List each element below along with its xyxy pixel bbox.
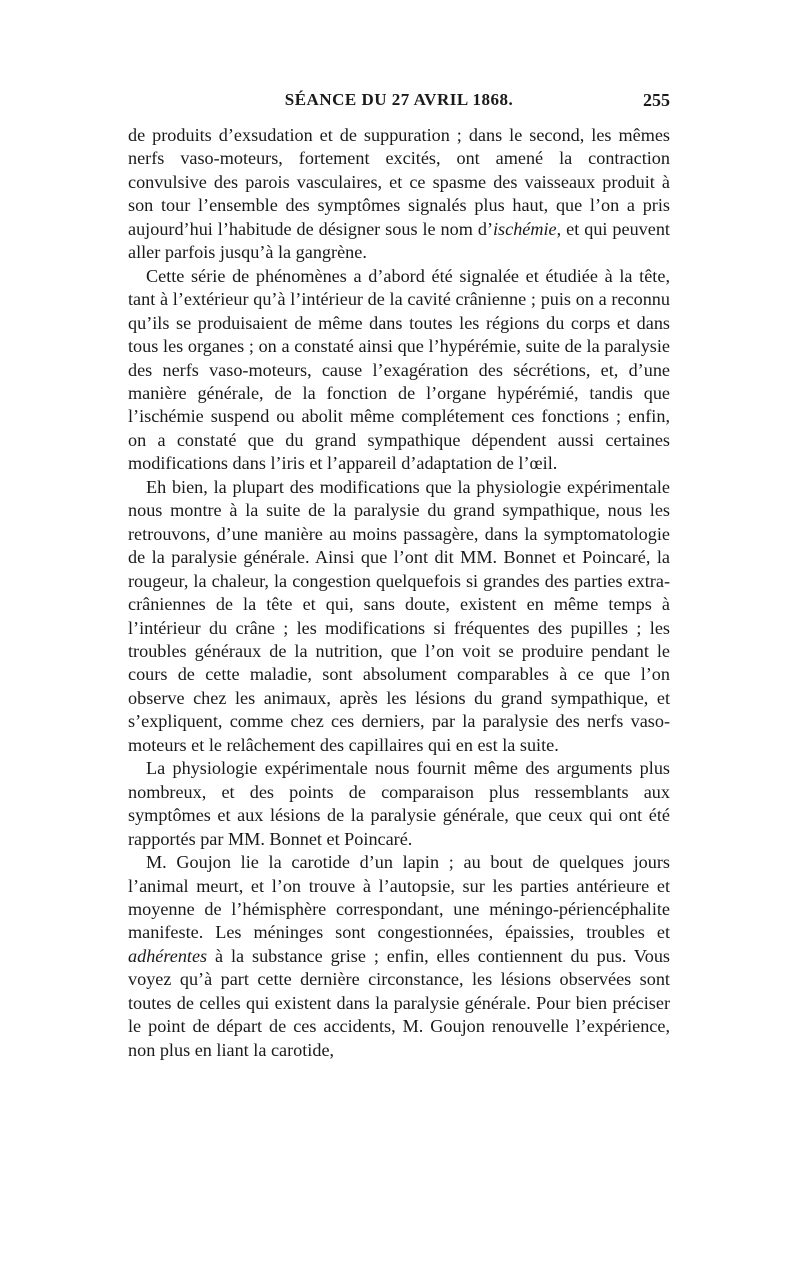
paragraph-text: Eh bien, la plupart des modifications que la physiologie expérimentale nous montre à la suite de la paralysie du grand sympathique, nous les retrouvons, d’une manière au moins passagère, dans la symptomatologie de la paralysie générale. Ainsi que l’ont dit MM. Bonnet et Poincaré, la rougeur, la chaleur, la congestion quelquefois si grandes des parties extra-crâniennes de la tête et qui, sans doute, existent en même temps à l’intérieur du crâne ; les modifications si fréquentes des pupilles ; les troubles généraux de la nutrition, que l’on voit se produire pendant le cours de cette maladie, sont absolument comparables à ce que l’on observe chez les animaux, après les lésions du grand sympathique, et s’expliquent, comme chez ces derniers, par la paralysie des nerfs vasomoteurs et le relâchement des capillaires qui en est la suite. (128, 476, 670, 755)
paragraph (128, 476, 670, 757)
italic-term: ischémie (493, 218, 557, 239)
paragraph (128, 757, 670, 851)
paragraph-text: La physiologie expérimentale nous fournit même des arguments plus nombreux, et des points de comparaison plus ressemblants aux symptômes et aux lésions de la paralysie générale, que ceux qui ont été rapportés par MM. Bonnet et Poincaré. (128, 758, 670, 849)
paragraph-text: à la substance grise ; enfin, elles contiennent du pus. Vous voyez qu’à part cette dernière circonstance, les lésions observées sont toutes de celles qui existent dans la paralysie générale. Pour bien préciser le point de départ de ces accidents, M. Goujon renouvelle l’expérience, non plus en liant la carotide, (128, 945, 670, 1060)
paragraph-text: de produits d’exsudation et de suppuration ; dans le second, les mêmes nerfs vaso-moteurs, fortement excités, ont amené la contraction convulsive des parois vasculaires, et ce spasme des vaisseaux produit à son tour l’ensemble des symptômes signalés plus haut, que l’on a pris aujourd’hui l’habitude de désigner sous le nom d’ (128, 125, 670, 239)
paragraph-text: Cette série de phénomènes a d’abord été signalée et étudiée à la tête, tant à l’extérieur qu’à l’intérieur de la cavité crânienne ; puis on a reconnu qu’ils se produisaient de même dans toutes les régions du corps et dans tous les organes ; on a constaté ainsi que l’hypérémie, suite de la paralysie des nerfs vaso-moteurs, cause l’exagération des sécrétions, et, d’une manière générale, de la fonction de l’organe hypérémié, tandis que l’ischémie suspend ou abolit même complétement ces fonctions ; enfin, on a constaté que du grand sympathique dépendent aussi certaines modifications dans l’iris et l’appareil d’adaptation de l’œil. (128, 265, 670, 474)
page-number: 255 (643, 90, 670, 110)
paragraph (128, 124, 670, 265)
paragraph (128, 851, 670, 1062)
paragraph (128, 265, 670, 476)
paragraph-text: M. Goujon lie la carotide d’un lapin ; au bout de quelques jours l’animal meurt, et l’on trouve à l’autopsie, sur les parties antérieure et moyenne de l’hémisphère correspondant, une méningo-périencéphalite manifeste. Les méninges sont congestionnées, épaissies, troubles et (128, 852, 670, 943)
body-text (128, 124, 670, 1062)
running-title: SÉANCE DU 27 AVRIL 1868. (284, 90, 514, 109)
italic-term: adhérentes (128, 945, 208, 966)
running-head (128, 90, 670, 118)
paragraph-text: , et qui peuvent aller parfois jusqu’à la gangrène. (128, 218, 670, 263)
